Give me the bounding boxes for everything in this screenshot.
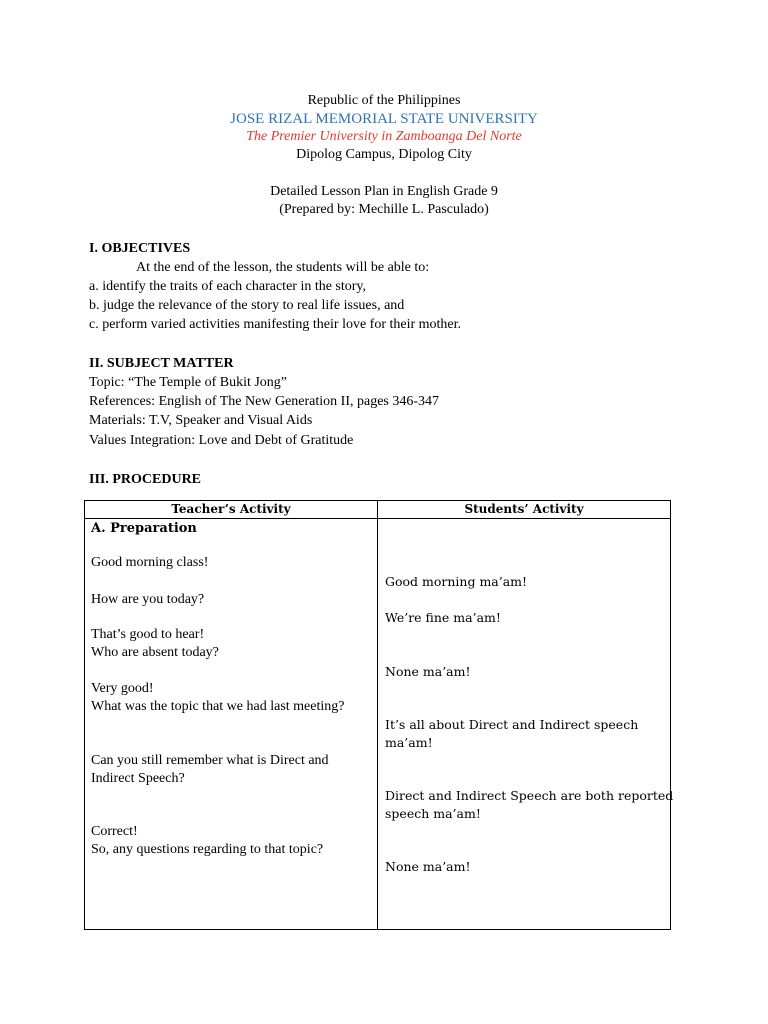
student-line: Good morning ma’am! bbox=[385, 574, 528, 589]
student-line: Direct and Indirect Speech are both reported bbox=[385, 788, 674, 803]
header-tagline: The Premier University in Zamboanga Del Norte bbox=[246, 129, 522, 144]
objective-item: b. judge the relevance of the story to real life issues, and bbox=[89, 298, 405, 313]
column-header-students: Students’ Activity bbox=[378, 501, 671, 519]
section-heading: A. Preparation bbox=[91, 521, 197, 536]
subject-values: Values Integration: Love and Debt of Gratitude bbox=[89, 433, 354, 448]
prepared-by: (Prepared by: Mechille L. Pasculado) bbox=[279, 202, 489, 217]
teacher-line: What was the topic that we had last meeting? bbox=[91, 699, 345, 714]
students-activity-cell bbox=[378, 519, 674, 930]
subject-topic: Topic: “The Temple of Bukit Jong” bbox=[89, 375, 288, 390]
header-campus: Dipolog Campus, Dipolog City bbox=[296, 147, 472, 162]
student-line: We’re fine ma’am! bbox=[385, 610, 501, 625]
teacher-line: How are you today? bbox=[91, 592, 205, 607]
teacher-line: Can you still remember what is Direct and bbox=[91, 753, 329, 768]
plan-title: Detailed Lesson Plan in English Grade 9 bbox=[270, 184, 498, 199]
subject-references: References: English of The New Generation II, pages 346-347 bbox=[89, 394, 440, 409]
student-line: None ma’am! bbox=[385, 664, 471, 679]
objective-item: c. perform varied activities manifesting their love for their mother. bbox=[89, 317, 462, 332]
teacher-line: Correct! bbox=[91, 824, 138, 839]
procedure-heading: III. PROCEDURE bbox=[89, 472, 202, 487]
teacher-line: Very good! bbox=[91, 681, 154, 696]
teacher-line: Good morning class! bbox=[91, 555, 209, 570]
teacher-line: Indirect Speech? bbox=[91, 771, 185, 786]
objectives-intro: At the end of the lesson, the students will be able to: bbox=[136, 260, 430, 275]
student-line: ma’am! bbox=[385, 735, 433, 750]
column-header-teacher: Teacher’s Activity bbox=[85, 501, 378, 519]
procedure-table bbox=[84, 500, 674, 930]
subject-materials: Materials: T.V, Speaker and Visual Aids bbox=[89, 413, 313, 428]
teacher-line: That’s good to hear! bbox=[91, 627, 205, 642]
student-line: None ma’am! bbox=[385, 859, 471, 874]
subject-matter-heading: II. SUBJECT MATTER bbox=[89, 356, 234, 371]
student-line: speech ma’am! bbox=[385, 806, 481, 821]
header-university: JOSE RIZAL MEMORIAL STATE UNIVERSITY bbox=[230, 111, 538, 127]
header-republic: Republic of the Philippines bbox=[307, 93, 461, 108]
teacher-activity-cell bbox=[85, 519, 378, 930]
student-line: It’s all about Direct and Indirect speech bbox=[385, 717, 639, 732]
objective-item: a. identify the traits of each character in the story, bbox=[89, 279, 367, 294]
teacher-line: So, any questions regarding to that topic? bbox=[91, 842, 324, 857]
objectives-heading: I. OBJECTIVES bbox=[89, 241, 191, 256]
teacher-line: Who are absent today? bbox=[91, 645, 219, 660]
